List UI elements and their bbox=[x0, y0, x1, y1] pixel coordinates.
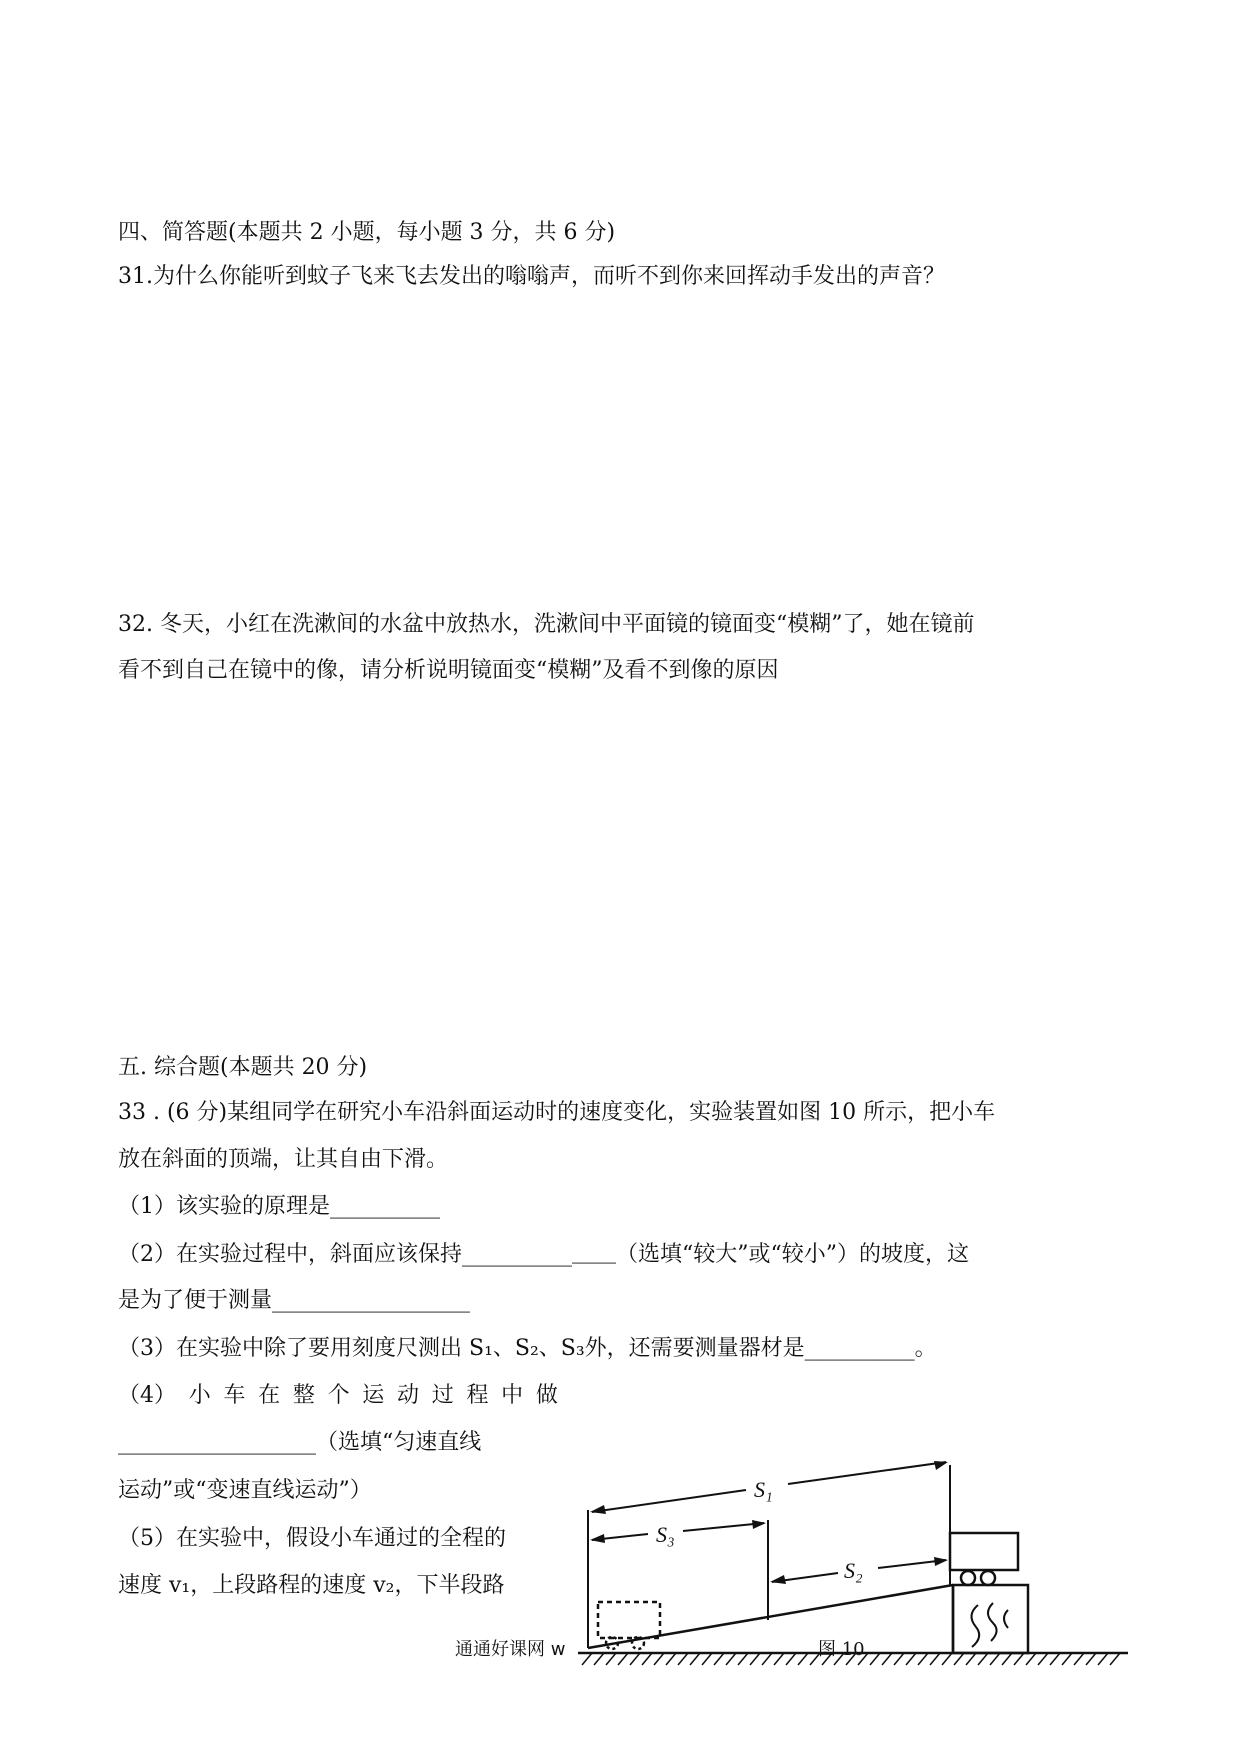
block-scribble bbox=[971, 1605, 979, 1647]
figure-caption: 图 10 bbox=[818, 1639, 865, 1660]
part-4-char: 小 bbox=[188, 1383, 211, 1408]
question-32-line-2: 看不到自己在镜中的像，请分析说明镜面变“模糊”及看不到像的原因 bbox=[118, 658, 779, 683]
part-2-line-2: 是为了便于测量__________________ bbox=[118, 1288, 471, 1313]
cart-top bbox=[950, 1533, 1018, 1570]
cart-wheel bbox=[961, 1571, 975, 1585]
footer-watermark: 通通好课网 w bbox=[455, 1639, 566, 1660]
label-s1: S₁ bbox=[754, 1477, 773, 1502]
part-5-line-2: 速度 v₁，上段路程的速度 v₂，下半段路 bbox=[118, 1573, 505, 1598]
label-s2: S₂ bbox=[844, 1558, 863, 1583]
s1-arrow-left bbox=[592, 1490, 746, 1512]
part-4-line-3: 运动”或“变速直线运动”） bbox=[118, 1478, 372, 1503]
part-4-char: 过 bbox=[431, 1383, 454, 1408]
part-4-char: 个 bbox=[327, 1383, 350, 1408]
question-32-line-1: 32. 冬天，小红在洗漱间的水盆中放热水，洗漱间中平面镜的镜面变“模糊”了，她在镜前 bbox=[118, 612, 975, 637]
part-4-char: 车 bbox=[223, 1383, 246, 1408]
part-1: （1）该实验的原理是__________ bbox=[118, 1194, 440, 1219]
cart-bottom-dashed bbox=[598, 1602, 660, 1638]
question-33-line-2: 放在斜面的顶端，让其自由下滑。 bbox=[118, 1147, 449, 1172]
label-s3: S₃ bbox=[656, 1522, 675, 1547]
s1-arrow-right bbox=[788, 1462, 946, 1484]
cart-wheel bbox=[981, 1571, 995, 1585]
part-2-line-1: （2）在实验过程中，斜面应该保持__________＿＿（选填“较大”或“较小”）的坡度，这 bbox=[118, 1242, 969, 1267]
part-4-char: 程 bbox=[466, 1383, 489, 1408]
question-33-line-1: 33 . (6 分)某组同学在研究小车沿斜面运动时的速度变化，实验装置如图 10 所示，把小车 bbox=[118, 1100, 996, 1125]
part-4-char: 中 bbox=[501, 1383, 524, 1408]
part-4-line-1 bbox=[118, 1381, 558, 1411]
part-4-char: 动 bbox=[397, 1383, 420, 1408]
part-4-char: 在 bbox=[258, 1383, 281, 1408]
question-31: 31.为什么你能听到蚊子飞来飞去发出的嗡嗡声，而听不到你来回挥动手发出的声音？ bbox=[118, 264, 945, 289]
part-4-line-2: __________________（选填“匀速直线 bbox=[118, 1430, 482, 1455]
part-4-char: 整 bbox=[292, 1383, 315, 1408]
part-4-char: 运 bbox=[362, 1383, 385, 1408]
section-5-title: 五. 综合题(本题共 20 分) bbox=[118, 1055, 368, 1080]
part-5-line-1: （5）在实验中，假设小车通过的全程的 bbox=[118, 1526, 506, 1551]
part-4-char: 做 bbox=[535, 1383, 558, 1408]
section-4-title: 四、简答题(本题共 2 小题，每小题 3 分，共 6 分) bbox=[118, 220, 616, 245]
part-4-char: （4） bbox=[118, 1383, 176, 1408]
s3-arrow-right bbox=[683, 1523, 764, 1531]
part-3: （3）在实验中除了要用刻度尺测出 S₁、S₂、S₃外，还需要测量器材是__________。 bbox=[118, 1336, 937, 1361]
